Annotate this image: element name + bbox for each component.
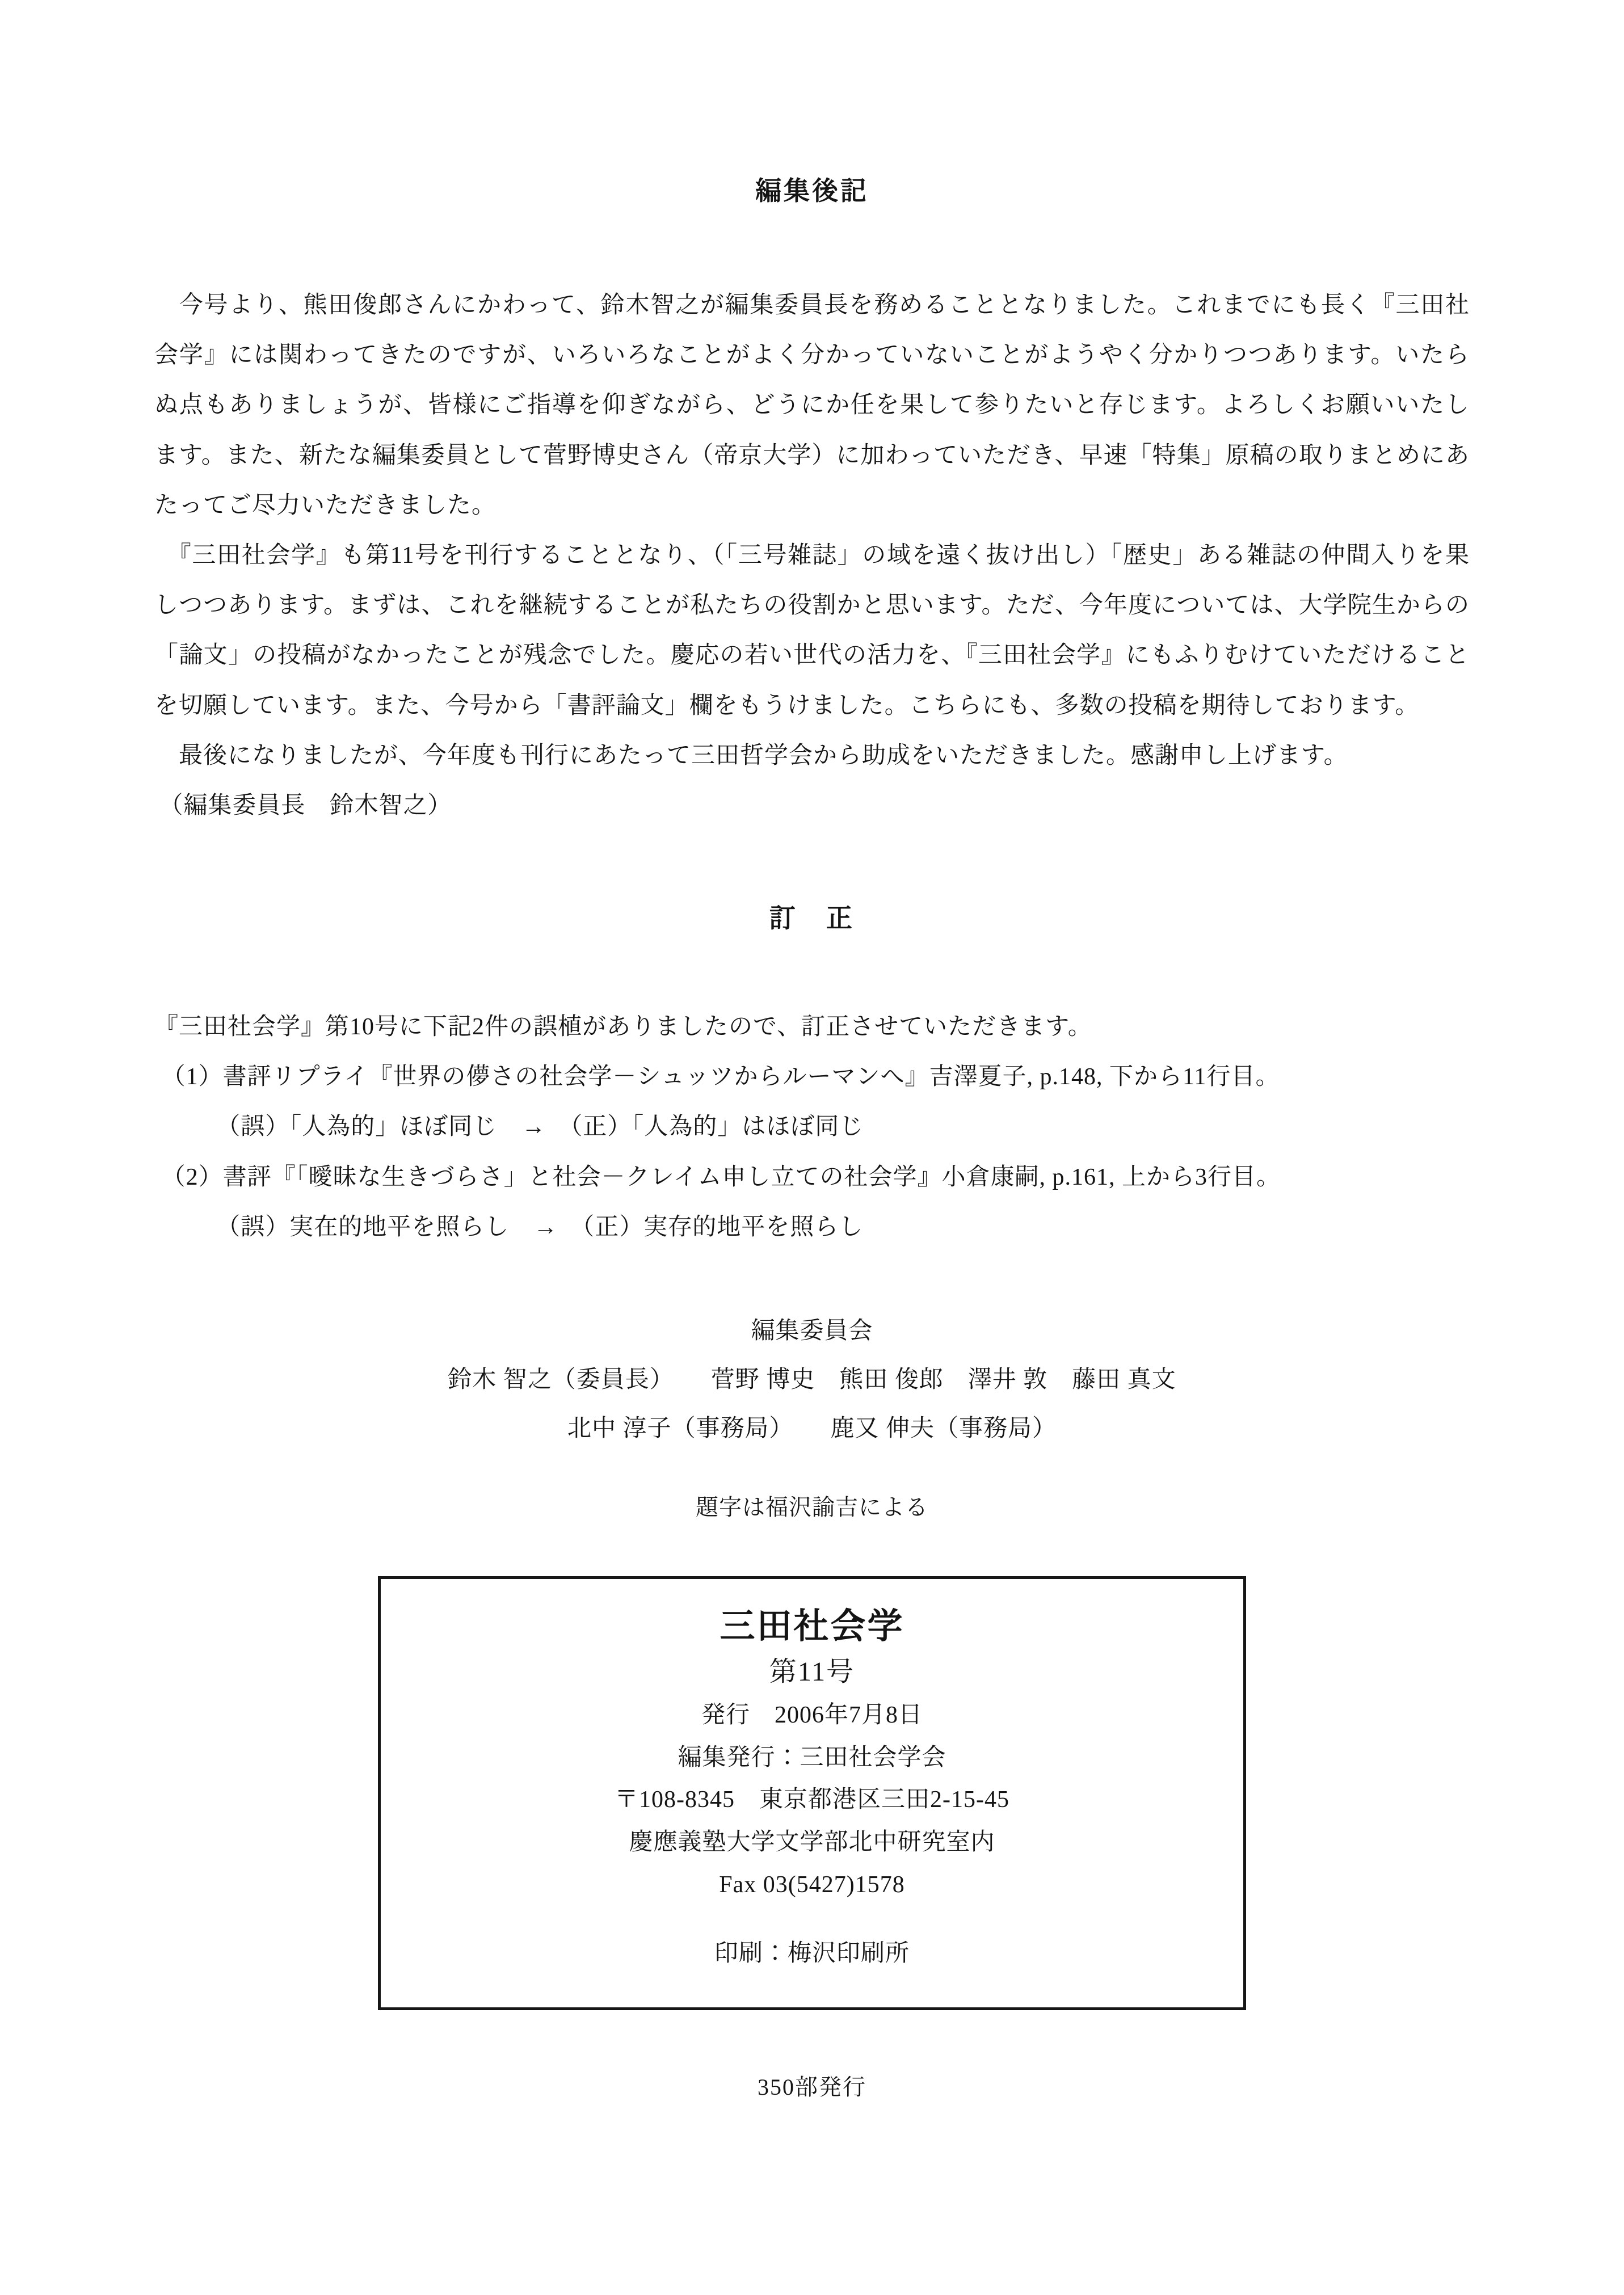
- correction-fix-1: （誤）「人為的」ほぼ同じ → （正）「人為的」はほぼ同じ: [216, 1114, 864, 1140]
- journal-title: 三田社会学: [720, 1607, 904, 1646]
- fax-number: Fax 03(5427)1578: [719, 1871, 905, 1898]
- postscript-body: [154, 280, 1470, 831]
- committee-title: 編集委員会: [751, 1318, 873, 1344]
- correction-intro: 『三田社会学』第10号に下記2件の誤植がありましたので、訂正させていただきます。: [154, 1014, 1092, 1041]
- postscript-paragraph-3: 最後になりましたが、今年度も刊行にあたって三田哲学会から助成をいただきました。感謝申し上げます。: [154, 742, 1348, 769]
- correction-item-2: （2）書評『「曖昧な生きづらさ」と社会－クレイム申し立ての社会学』小倉康嗣, p.161, 上から3行目。: [161, 1164, 1281, 1190]
- correction-title: 訂 正: [769, 904, 855, 933]
- committee-members-row-2: 北中 淳子（事務局） 鹿又 伸夫（事務局）: [567, 1416, 1057, 1442]
- printer-line: 印刷：梅沢印刷所: [714, 1940, 910, 1966]
- postscript-paragraph-2: 『三田社会学』も第11号を刊行することとなり、（「三号雑誌」の域を遠く抜け出し）「歴史」ある雑誌の仲間入りを果しつつあります。まずは、これを継続することが私たちの役割かと思います。ただ、今年度については、大学院生からの「論文」の投稿がなかったことが残念でした。慶応の若い世代の活力を、『三田社会学』にもふりむけていただけることを切願しています。また、今号から「書評論文」欄をもうけました。こちらにも、多数の投稿を期待しております。: [154, 542, 1470, 719]
- postscript-title: 編集後記: [755, 176, 869, 205]
- correction-fix-2: （誤）実在的地平を照らし → （正）実存的地平を照らし: [216, 1214, 864, 1240]
- committee-section: [154, 1307, 1470, 1453]
- issue-number: 第11号: [769, 1656, 855, 1687]
- calligraphy-note: 題字は福沢諭吉による: [696, 1494, 928, 1521]
- publisher-line: 編集発行：三田社会学会: [678, 1744, 946, 1771]
- committee-members-row-1: 鈴木 智之（委員長） 菅野 博史 熊田 俊郎 澤井 敦 藤田 真文: [448, 1367, 1176, 1393]
- correction-item-1: （1）書評リプライ『世界の儚さの社会学－シュッツからルーマンへ』吉澤夏子, p.148, 下から11行目。: [161, 1064, 1280, 1090]
- address-line-2: 慶應義塾大学文学部北中研究室内: [629, 1829, 995, 1856]
- postscript-paragraph-1: 今号より、熊田俊郎さんにかわって、鈴木智之が編集委員長を務めることとなりました。これまでにも長く『三田社会学』には関わってきたのですが、いろいろなことがよく分かっていないことがようやく分かりつつあります。いたらぬ点もありましょうが、皆様にご指導を仰ぎながら、どうにか任を果して参りたいと存じます。よろしくお願いいたします。また、新たな編集委員として菅野博史さん（帝京大学）に加わっていただき、早速「特集」原稿の取りまとめにあたってご尽力いただきました。: [154, 292, 1470, 519]
- correction-section: [154, 1002, 1470, 1252]
- circulation-note: 350部発行: [758, 2074, 866, 2100]
- colophon-box: [378, 1576, 1246, 2010]
- editor-signature: （編集委員長 鈴木智之）: [159, 792, 452, 819]
- publish-date: 発行 2006年7月8日: [701, 1702, 923, 1728]
- address-line-1: 〒108-8345 東京都港区三田2-15-45: [615, 1787, 1009, 1813]
